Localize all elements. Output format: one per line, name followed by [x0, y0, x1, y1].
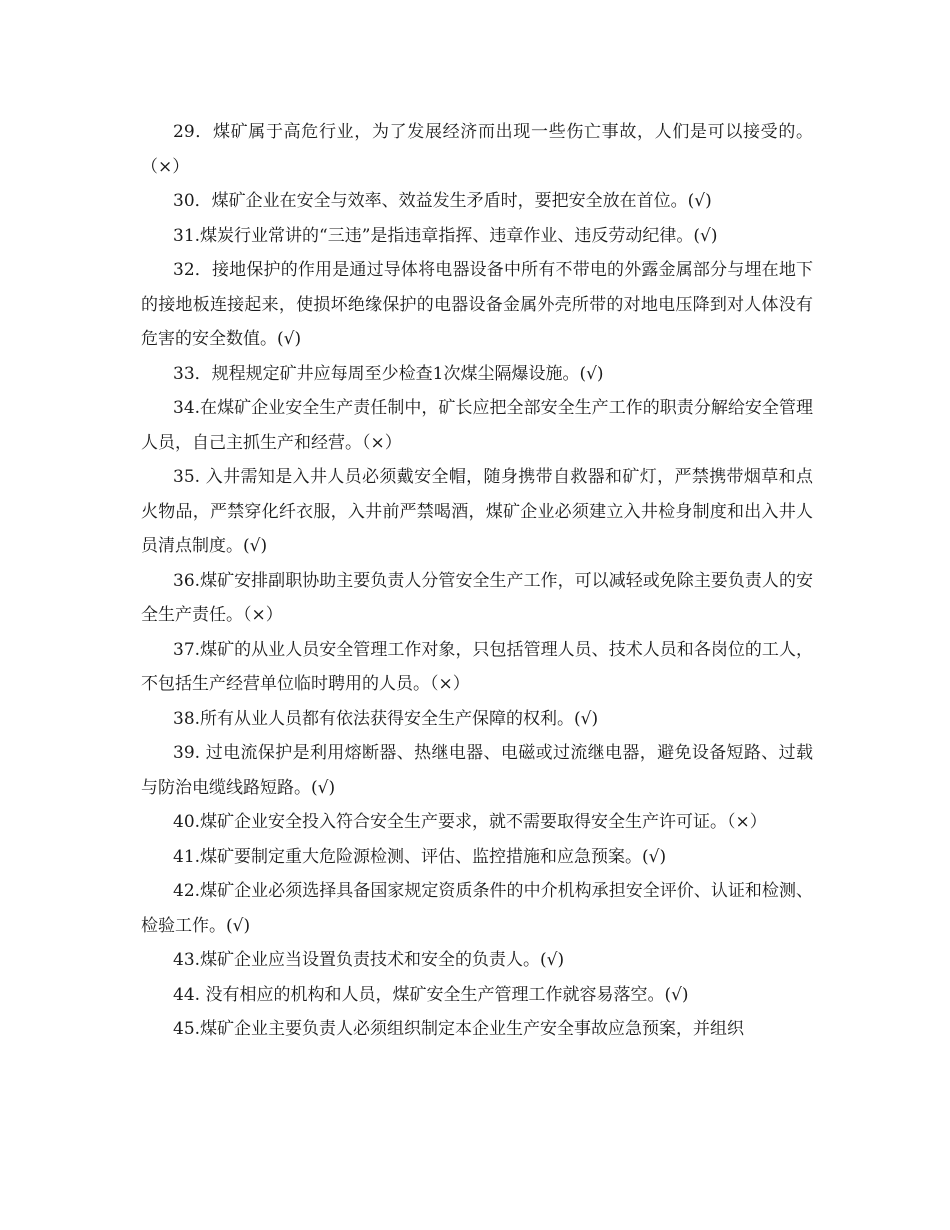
- question-45: 45.煤矿企业主要负责人必须组织制定本企业生产安全事故应急预案，并组织: [173, 1019, 745, 1039]
- question-list: [141, 115, 813, 1047]
- question-41: 41.煤矿要制定重大危险源检测、评估、监控措施和应急预案。(√): [173, 846, 667, 867]
- question-38: 38.所有从业人员都有依法获得安全生产保障的权利。(√): [173, 708, 599, 729]
- question-31: 31.煤炭行业常讲的“三违”是指违章指挥、违章作业、违反劳动纪律。(√): [173, 225, 718, 246]
- question-33: 33．规程规定矿井应每周至少检查1次煤尘隔爆设施。(√): [173, 363, 604, 384]
- question-29: 29．煤矿属于高危行业，为了发展经济而出现一些伤亡事故，人们是可以接受的。（×）: [141, 122, 813, 177]
- question-30: 30．煤矿企业在安全与效率、效益发生矛盾时，要把安全放在首位。(√): [173, 191, 712, 211]
- question-37: 37.煤矿的从业人员安全管理工作对象，只包括管理人员、技术人员和各岗位的工人，不包括生产经营单位临时聘用的人员。（×）: [141, 639, 813, 694]
- question-35: 35. 入井需知是入井人员必须戴安全帽，随身携带自救器和矿灯，严禁携带烟草和点火物品，严禁穿化纤衣服，入井前严禁喝酒，煤矿企业必须建立入井检身制度和出入井人员清点制度。(√): [141, 467, 813, 556]
- question-32: 32．接地保护的作用是通过导体将电器设备中所有不带电的外露金属部分与埋在地下的接地板连接起来，使损坏绝缘保护的电器设备金属外壳所带的对地电压降到对人体没有危害的安全数值。(√): [141, 260, 813, 349]
- question-39: 39. 过电流保护是利用熔断器、热继电器、电磁或过流继电器，避免设备短路、过载与防治电缆线路短路。(√): [141, 743, 813, 798]
- question-34: 34.在煤矿企业安全生产责任制中，矿长应把全部安全生产工作的职责分解给安全管理人员，自己主抓生产和经营。（×）: [141, 398, 813, 453]
- question-42: 42.煤矿企业必须选择具备国家规定资质条件的中介机构承担安全评价、认证和检测、检验工作。(√): [141, 881, 813, 936]
- question-44: 44. 没有相应的机构和人员，煤矿安全生产管理工作就容易落空。(√): [173, 984, 689, 1005]
- question-40: 40.煤矿企业安全投入符合安全生产要求，就不需要取得安全生产许可证。（×）: [173, 812, 767, 832]
- question-43: 43.煤矿企业应当设置负责技术和安全的负责人。(√): [173, 950, 565, 970]
- question-36: 36.煤矿安排副职协助主要负责人分管安全生产工作，可以减轻或免除主要负责人的安全生产责任。（×）: [141, 570, 813, 625]
